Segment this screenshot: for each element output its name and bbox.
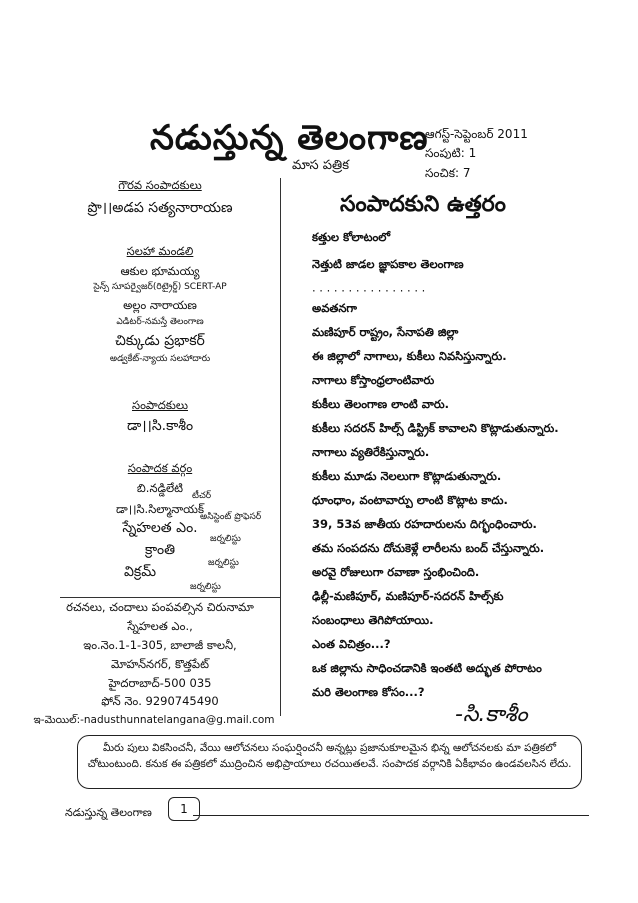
issue-date: ఆగస్ట్-సెప్టెంబర్ 2011: [425, 127, 528, 141]
advisor-role: ఎడిటర్-నమస్తే తెలంగాణ: [116, 317, 204, 327]
board-member-name: క్రాంతి: [144, 542, 176, 558]
board-member-role: టీచర్: [192, 491, 212, 501]
editorial-line: ధూంధాం, వంటావార్పు లాంటి కొట్లాట కాదు.: [312, 493, 508, 507]
advisor-name: చిక్కుడు ప్రభాకర్: [115, 333, 205, 349]
issue-volume: సంపుటి: 1: [425, 146, 477, 160]
board-member-name: స్నేహలత ఎం.: [122, 520, 198, 536]
board-member-name: బి.నడ్డిలేటి: [136, 481, 184, 495]
advisory-heading: సలహా మండలి: [126, 244, 194, 258]
editorial-line: ఒక జిల్లాను సాధించడానికి ఇంతటి అద్భుత పోరాటం: [312, 661, 542, 675]
email: ఇ-మెయిల్:-nadusthunnatelangana@g.mail.com: [33, 714, 275, 726]
editorial-line: కత్తుల కోలాటంలో: [312, 230, 391, 244]
honorary-heading: గౌరవ సంపాదకులు: [118, 178, 202, 192]
editorial-line: నాగాలు వ్యతిరేకిస్తున్నారు.: [312, 445, 430, 459]
board-heading: సంపాదక వర్గం: [127, 461, 193, 475]
phone: ఫోన్ నెం. 9290745490: [101, 694, 219, 708]
editorial-line: ఎంత విచిత్రం...?: [312, 637, 391, 651]
masthead-title: నడుస్తున్న తెలంగాణ: [150, 118, 429, 158]
column-divider: [280, 178, 281, 716]
board-member-role: జర్నలిస్టు: [210, 534, 241, 544]
address-line: మోహన్‌నగర్, కొత్తపేట్: [111, 657, 209, 671]
issue-number: సంచిక: 7: [425, 166, 471, 180]
advisor-role: సైన్స్ సూపర్వైజర్(రిట్రైర్డ్) SCERT-AP: [93, 282, 227, 292]
advisor-role: అడ్వకేట్-న్యాయ సలహాదారు: [109, 354, 211, 364]
editorial-signature: -సి.కాశీం: [455, 702, 528, 727]
editorial-line: మరి తెలంగాణ కోసం...?: [312, 685, 425, 699]
page-number: 1: [168, 797, 200, 821]
address-heading: రచనలు, చందాలు పంపవల్సిన చిరునామా: [66, 600, 254, 614]
address-line: స్నేహలత ఎం.,: [127, 619, 193, 633]
editor-name: డా।।సి.కాశీం: [126, 418, 194, 434]
editorial-line: నెత్తుటి జాడల జ్ఞాపకాల తెలంగాణ: [312, 257, 464, 271]
editorial-line: అరవై రోజులుగా రవాణా స్తంభించింది.: [312, 565, 480, 579]
editors-heading: సంపాదకులు: [132, 398, 188, 412]
editorial-line: ఢిల్లీ-మణిపూర్, మణిపూర్-సదరన్ హిల్స్‌కు: [312, 589, 504, 603]
footer-title: నడుస్తున్న తెలంగాణ: [65, 806, 152, 819]
board-member-role: జర్నలిస్టు: [208, 558, 239, 568]
editorial-line: · · · · · · · · · · · · · · · ·: [312, 284, 426, 298]
editorial-title: సంపాదకుని ఉత్తరం: [340, 192, 506, 217]
editorial-line: మణిపూర్ రాష్ట్రం, సేనాపతి జిల్లా: [312, 325, 459, 339]
board-member-role: అసిస్టెంట్ ప్రొఫెసర్: [200, 512, 262, 522]
advisor-name: అల్లం నారాయణ: [123, 298, 197, 312]
masthead-subtitle: మాస పత్రిక: [292, 158, 349, 173]
editorial-line: తమ సంపదను దోచుకెళ్లే లారీలను బంద్ చేస్తున్నారు.: [312, 541, 545, 555]
divider: [60, 597, 280, 598]
editorial-line: 39, 53వ జాతీయ రహదారులను దిగ్భంధించారు.: [312, 517, 537, 531]
board-member-name: విక్రమ్: [123, 564, 157, 580]
honorary-editor: ప్రొ।।అడప సత్యనారాయణ: [87, 200, 233, 216]
advisor-name: ఆకుల భూమయ్య: [120, 264, 200, 278]
address-line: ఇం.నెం.1-1-305, బాలాజీ కాలనీ,: [83, 638, 237, 652]
board-member-role: జర్నలిస్టు: [190, 582, 221, 592]
footer-rule: [193, 815, 589, 816]
editorial-line: కుకీలు తెలంగాణ లాంటి వారు.: [312, 397, 449, 411]
editorial-line: సంబంధాలు తెగిపోయాయి.: [312, 613, 434, 627]
editorial-line: నాగాలు కోస్తాంధ్రలాంటివారు: [312, 373, 435, 387]
editorial-line: కుకీలు మూడు నెలలుగా కొట్లాడుతున్నారు.: [312, 469, 502, 483]
board-member-name: డా।।సి.సిల్మానాయక్: [116, 502, 204, 516]
editorial-line: ఈ జిల్లాలో నాగాలు, కుకీలు నివసిస్తున్నారు.: [312, 349, 507, 363]
disclaimer-box: మీరు పులు వికసించనీ, వేయి ఆలోచనలు సంఘర్షించనీ అన్నట్లు ప్రజానుకూలమైన భిన్న ఆలోచనలకు మా పత్రికలో చోటుంటుంది. కనుక ఈ పత్రికలో ముద్రించిన అభిప్రాయాలు రచయితలవే. సంపాదక వర్గానికి ఏకీభావం ఉండవలసిన లేదు.: [77, 735, 582, 789]
editorial-line: కుకీలు సదరన్ హిల్స్ డిస్ట్రిక్ కావాలని కొట్లాడుతున్నారు.: [312, 421, 559, 435]
address-line: హైదరాబాద్-500 035: [108, 676, 212, 690]
editorial-line: అవతనగా: [312, 301, 357, 315]
